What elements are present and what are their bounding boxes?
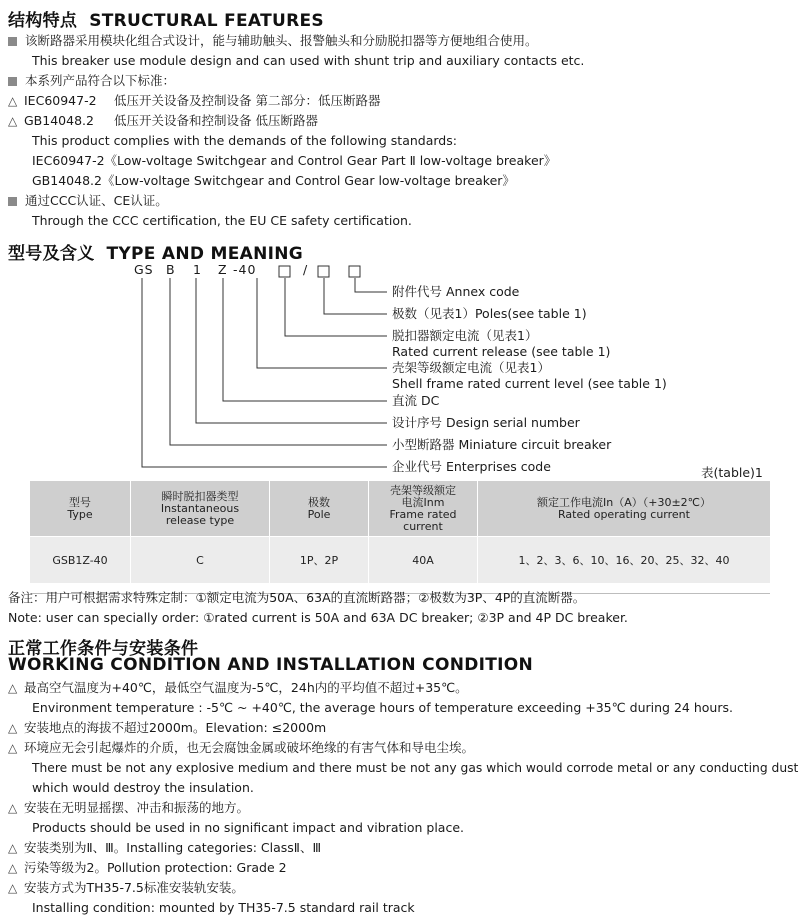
triangle-bullet-icon: △ — [8, 681, 18, 695]
feature-line: 该断路器采用模块化组合式设计，能与辅助触头、报警触头和分励脱扣器等方便地组合使用。 — [8, 33, 538, 49]
label-shell-en: Shell frame rated current level (see table 1) — [392, 376, 667, 391]
code-1: 1 — [193, 262, 202, 277]
note-en: Note: user can specially order: ①rated current is 50A and 63A DC breaker; ②3P and 4P DC breaker. — [8, 610, 628, 625]
label-release: 脱扣器额定电流（见表1） — [392, 328, 538, 343]
title-cn: 结构特点 — [8, 11, 78, 31]
square-bullet-icon — [8, 197, 17, 206]
section-title-working-en: WORKING CONDITION AND INSTALLATION CONDITION — [8, 655, 534, 675]
label-shell: 壳架等级额定电流（见表1） — [392, 360, 550, 375]
code-gs: GS — [134, 262, 154, 277]
label-serial: 设计序号 Design serial number — [392, 415, 580, 430]
feature-line: This product complies with the demands of the following standards: — [32, 133, 457, 148]
section-title-working-cn: 正常工作条件与安装条件 — [8, 639, 199, 659]
code-box-release — [279, 266, 290, 277]
cell-release: C — [131, 537, 270, 584]
square-bullet-icon — [8, 77, 17, 86]
title-en: STRUCTURAL FEATURES — [89, 11, 324, 31]
header-pole: 极数 Pole — [270, 481, 369, 537]
label-annex: 附件代号 Annex code — [392, 284, 520, 299]
header-type: 型号 Type — [30, 481, 131, 537]
cell-frame: 40A — [369, 537, 478, 584]
cell-current: 1、2、3、6、10、16、20、25、32、40 — [478, 537, 771, 584]
square-bullet-icon — [8, 37, 17, 46]
feature-line: IEC60947-2《Low-voltage Switchgear and Control Gear Part Ⅱ low-voltage breaker》 — [32, 153, 557, 168]
header-current: 额定工作电流In（A）（+30±2℃） Rated operating current — [478, 481, 771, 537]
leader-enterprise — [142, 278, 387, 467]
section-title-type-meaning — [8, 239, 303, 264]
triangle-bullet-icon: △ — [8, 841, 18, 855]
label-release-en: Rated current release (see table 1) — [392, 344, 611, 359]
feature-line: Through the CCC certification, the EU CE safety certification. — [32, 213, 412, 228]
feature-line: 通过CCC认证、CE认证。 — [8, 193, 168, 209]
triangle-bullet-icon: △ — [8, 861, 18, 875]
leader-release — [285, 278, 387, 336]
leader-annex — [355, 278, 387, 292]
triangle-bullet-icon: △ — [8, 801, 18, 815]
condition-line: △ 最高空气温度为+40℃，最低空气温度为-5℃，24h内的平均值不超过+35℃。 — [8, 680, 468, 695]
table-header-row — [30, 481, 770, 537]
label-enterprise: 企业代号 Enterprises code — [392, 459, 551, 474]
condition-line: △ 污染等级为2。Pollution protection: Grade 2 — [8, 860, 287, 875]
standard-line: △ GB14048.2 低压开关设备和控制设备 低压断路器 — [8, 113, 318, 128]
title-en: TYPE AND MEANING — [106, 244, 304, 264]
cell-type: GSB1Z-40 — [30, 537, 131, 584]
feature-line: 本系列产品符合以下标准： — [8, 73, 175, 89]
condition-line: △ 安装地点的海拔不超过2000m。Elevation: ≤2000m — [8, 720, 327, 735]
header-release: 瞬时脱扣器类型 Instantaneous release type — [131, 481, 270, 537]
condition-line: There must be not any explosive medium and there must be not any gas which would corrode metal or any conducting dust — [32, 761, 799, 775]
triangle-bullet-icon: △ — [8, 721, 18, 735]
code-z: Z — [218, 262, 228, 277]
triangle-bullet-icon: △ — [8, 114, 18, 128]
condition-line: △ 安装方式为TH35-7.5标准安装轨安装。 — [8, 880, 244, 895]
code-b: B — [166, 262, 176, 277]
condition-line: △ 安装在无明显摇摆、冲击和振荡的地方。 — [8, 800, 250, 815]
code-box-annex — [349, 266, 360, 277]
triangle-bullet-icon: △ — [8, 881, 18, 895]
triangle-bullet-icon: △ — [8, 741, 18, 755]
note-cn: 备注：用户可根据需求特殊定制：①额定电流为50A、63A的直流断路器；②极数为3P、4P的直流断器。 — [8, 590, 586, 605]
label-mcb: 小型断路器 Miniature circuit breaker — [392, 437, 612, 452]
cell-pole: 1P、2P — [270, 537, 369, 584]
feature-line: This breaker use module design and can used with shunt trip and auxiliary contacts etc. — [32, 53, 585, 68]
header-frame: 壳架等级额定 电流Inm Frame rated current — [369, 481, 478, 537]
condition-line: △ 安装类别为Ⅱ、Ⅲ。Installing categories: ClassⅡ、Ⅲ — [8, 840, 322, 855]
label-dc: 直流 DC — [392, 393, 440, 408]
triangle-bullet-icon: △ — [8, 94, 18, 108]
code-40: -40 — [233, 262, 257, 277]
label-poles: 极数（见表1）Poles(see table 1) — [392, 306, 587, 321]
feature-line: GB14048.2《Low-voltage Switchgear and Control Gear low-voltage breaker》 — [32, 173, 515, 188]
condition-line: Products should be used in no significant impact and vibration place. — [32, 820, 465, 835]
section-title-structural-features — [8, 6, 324, 31]
condition-line: Installing condition: mounted by TH35-7.5 standard rail track — [32, 900, 415, 915]
code-slash: / — [303, 262, 309, 277]
leader-mcb — [170, 278, 387, 445]
code-box-poles — [318, 266, 329, 277]
condition-line: Environment temperature : -5℃ ~ +40℃, the average hours of temperature exceeding +35℃ during 24 hours. — [32, 700, 733, 715]
type-code-diagram — [0, 262, 800, 477]
condition-line: △ 环境应无会引起爆炸的介质，也无会腐蚀金属或破坏绝缘的有害气体和导电尘埃。 — [8, 740, 475, 755]
table-caption: 表(table)1 — [701, 465, 763, 480]
spec-table — [30, 481, 770, 594]
table-row — [30, 537, 770, 584]
leader-dc — [223, 278, 387, 401]
title-cn: 型号及含义 — [8, 244, 95, 264]
condition-line: which would destroy the insulation. — [32, 780, 254, 795]
standard-line: △ IEC60947-2 低压开关设备及控制设备 第二部分：低压断路器 — [8, 93, 381, 108]
